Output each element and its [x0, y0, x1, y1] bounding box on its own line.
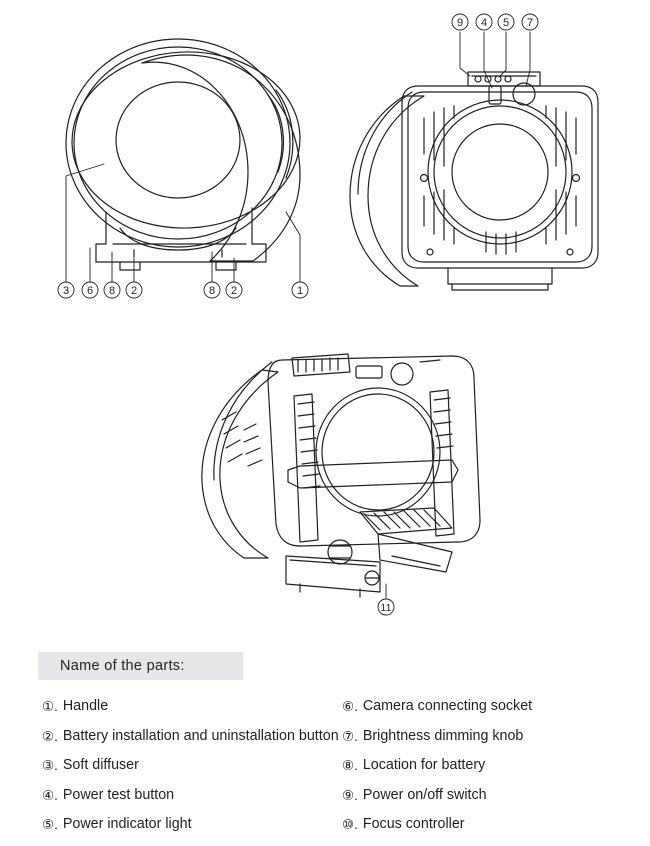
list-item	[342, 757, 618, 774]
svg-text:2: 2	[130, 285, 138, 297]
part-number: ⑤.	[42, 817, 58, 832]
parts-list-title-bar	[38, 652, 243, 680]
svg-text:3: 3	[62, 285, 70, 297]
part-label: Power indicator light	[62, 816, 192, 832]
list-item	[42, 816, 328, 833]
figure-rear-view	[350, 32, 598, 290]
part-number: ①.	[42, 699, 58, 714]
perspective-view-callout-numbers	[381, 602, 392, 614]
svg-text:11: 11	[380, 602, 392, 614]
list-item	[42, 757, 328, 774]
part-label: Power on/off switch	[362, 786, 487, 803]
part-label: Brightness dimming knob	[362, 727, 524, 744]
part-label: Handle	[62, 698, 109, 714]
svg-text:7: 7	[526, 17, 534, 29]
list-item	[342, 816, 618, 833]
parts-list-right-column	[328, 698, 618, 846]
list-item	[42, 698, 328, 715]
parts-list-left-column	[38, 698, 339, 846]
front-view-callout-numbers	[63, 285, 303, 297]
list-item	[342, 698, 618, 715]
list-item	[42, 727, 339, 745]
list-item	[342, 728, 618, 745]
figure-perspective-view	[202, 354, 480, 598]
svg-text:5: 5	[502, 17, 510, 29]
parts-list-heading: Name of the parts:	[60, 658, 185, 674]
svg-text:6: 6	[86, 285, 94, 297]
front-view-callouts	[58, 282, 308, 298]
part-number: ⑧.	[342, 758, 358, 773]
part-label: Camera connecting socket	[362, 698, 533, 714]
svg-text:4: 4	[480, 17, 488, 29]
part-label: Power test button	[62, 786, 175, 803]
svg-text:8: 8	[108, 285, 116, 297]
rear-view-callouts	[452, 14, 538, 30]
part-number: ②.	[42, 728, 58, 744]
list-item	[342, 787, 618, 804]
part-number: ⑦.	[342, 728, 358, 744]
figure-front-view	[66, 39, 303, 282]
part-label: Focus controller	[362, 816, 465, 832]
part-label: Location for battery	[362, 757, 486, 773]
part-number: ⑨.	[342, 787, 358, 803]
list-item	[42, 787, 328, 804]
part-number: ④.	[42, 787, 58, 803]
parts-list-section	[38, 652, 618, 846]
svg-text:9: 9	[456, 17, 464, 29]
parts-list-columns	[38, 698, 618, 846]
svg-text:2: 2	[230, 285, 238, 297]
part-number: ⑥.	[342, 699, 358, 714]
part-label: Battery installation and uninstallation button	[62, 727, 339, 744]
part-number: ③.	[42, 758, 58, 773]
svg-text:8: 8	[208, 285, 216, 297]
part-number: ⑩.	[342, 817, 358, 832]
svg-text:1: 1	[296, 285, 304, 297]
part-label: Soft diffuser	[62, 757, 139, 773]
